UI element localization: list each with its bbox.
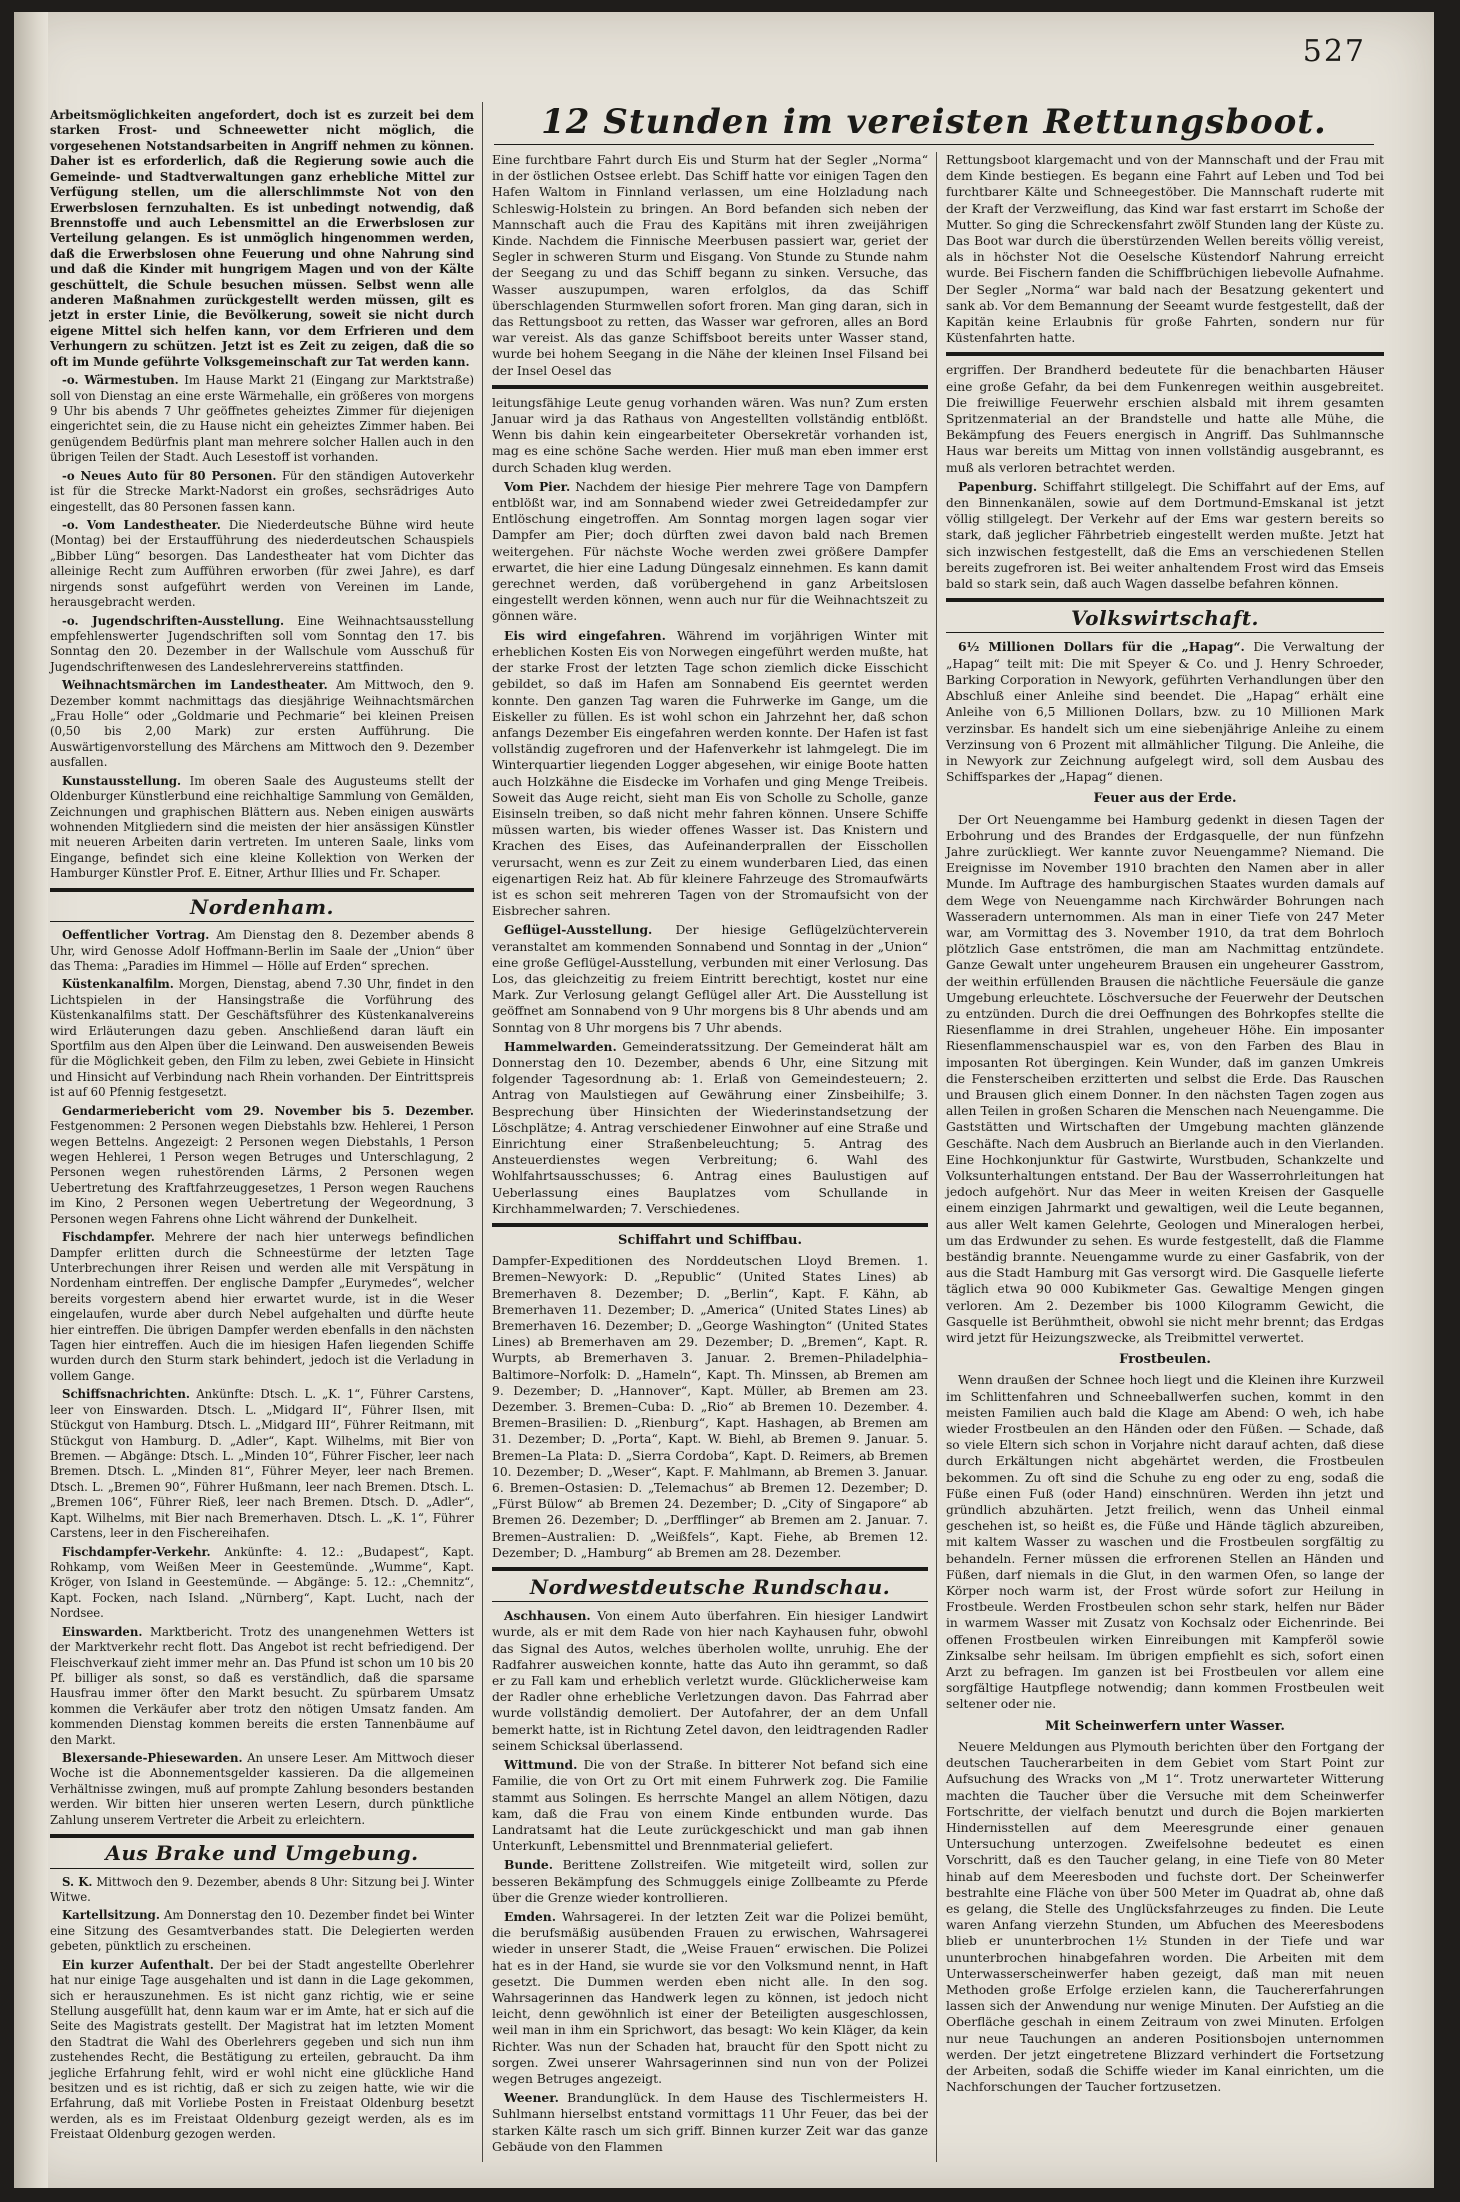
item-lead: -o Neues Auto für 80 Personen. xyxy=(62,468,277,483)
item-lead: -o. Wärmestuben. xyxy=(62,373,179,388)
regional-news-list xyxy=(492,395,928,1217)
shipping-schedule: Dampfer-Expeditionen des Norddeutschen Lloyd Bremen. 1. Bremen–Newyork: D. „Republic“ (United States Lines) ab Bremerhaven 8. Dezember; D. „Berlin“, Kapt. F. Kähn, ab Bremerhaven 11. Dezember; D. „America“ (United States Lines) ab Bremerhaven 16. Dezember; D. „George Washington“ (United States Lines) ab Bremerhaven am 29. Dezember; D. „Bremen“, Kapt. R. Wurpts, ab Bremerhaven 3. Januar. 2. Bremen–Philadelphia–Baltimore–Norfolk: D. „Hameln“, Kapt. Th. Minssen, ab Bremen am 9. Dezember; D. „Hannover“, Kapt. Müller, ab Bremen am 23. Dezember. 3. Bremen–Cuba: D. „Rio“ ab Bremen 10. Dezember. 4. Bremen–Brasilien: D. „Rienburg“, Kapt. Hashagen, ab Bremen am 31. Dezember; D. „Porta“, Kapt. W. Biehl, ab Bremen 9. Januar. 5. Bremen–La Plata: D. „Sierra Cordoba“, Kapt. D. Reimers, ab Bremen 10. Dezember; D. „Weser“, Kapt. F. Mahlmann, ab Bremen 3. Januar. 6. Bremen–Ostasien: D. „Telemachus“ ab Bremen 12. Dezember; D. „Fürst Bülow“ ab Bremen 24. Dezember; D. „City of Singapore“ ab Bremen 26. Dezember; D. „Derfflinger“ ab Bremen am 2. Januar. 7. Bremen–Australien: D. „Weißfels“, Kapt. Fiehe, ab Bremen 12. Dezember; D. „Hamburg“ ab Bremen am 28. Dezember. xyxy=(492,1254,928,1560)
item-lead: -o. Vom Landestheater. xyxy=(62,517,221,532)
news-item xyxy=(50,373,474,466)
news-item xyxy=(50,1230,474,1384)
item-lead: Weihnachtsmärchen im Landestheater. xyxy=(62,678,328,693)
item-text: Nachdem der hiesige Pier mehrere Tage von Dampfern entblößt war, ind am Sonnabend wieder zwei Getreidedampfer zur Entlöschung eingetroffen. Am Sonntag morgen lagen sogar vier Dampfer am Pier; doch dürften zwei davon bald nach Bremen weitergehen. Für nächste Woche werden zwei größere Dampfer erwartet, die hier eine Ladung Düngesalz einnehmen. Es kann damit gerechnet werden, daß vorübergehend in ganz Arbeitslosen eingestellt werden können, wenn auch nur für die Weihnachtszeit zu gönnen wäre. xyxy=(492,479,928,624)
section-rule xyxy=(492,1223,928,1227)
news-item xyxy=(50,1387,474,1541)
item-text: Ankünfte: 4. 12.: „Budapest“, Kapt. Rohkamp, vom Weißen Meer in Geestemünde. „Wumme“, Kapt. Kröger, von Island in Geestemünde. — Abgänge: 5. 12.: „Chemnitz“, Kapt. Focken, nach Island. „Nürnberg“, Kapt. Lucht, nach der Nordsee. xyxy=(50,1544,474,1621)
item-lead: Einswarden. xyxy=(62,1624,143,1639)
item-text: Festgenommen: 2 Personen wegen Diebstahls bzw. Hehlerei, 1 Person wegen Bettelns. Angezeigt: 2 Personen wegen Diebstahls, 1 Person wegen Hehlerei, 1 Person wegen Betruges und Unterschlagung, 2 Personen wegen ruhestörenden Lärms, 2 Personen wegen Uebertretung des Kraftfahrzeuggesetzes, 1 Person wegen Rauchens im Kino, 2 Personen wegen Uebertretung der Wegeordnung, 3 Personen wegen Fahrens ohne Licht während der Dunkelheit. xyxy=(50,1119,474,1226)
item-lead: Oeffentlicher Vortrag. xyxy=(62,928,210,943)
news-item xyxy=(492,1909,928,2087)
news-item xyxy=(50,469,474,515)
item-text: Eine Weihnachtsausstellung empfehlenswerter Jugendschriften soll vom Sonntag den 17. bis Sonntag den 20. Dezember in der Wallschule vom Ausschuß für Jugendschriftenwesen des Landeslehrervereins stattfinden. xyxy=(50,613,475,674)
item-text: Schiffahrt stillgelegt. Die Schiffahrt auf der Ems, auf den Binnenkanälen, sowie auf dem Dortmund-Emskanal ist jetzt völlig stillgelegt. Der Verkehr auf der Ems war gestern bereits so stark, daß jeglicher Fährbetrieb eingestellt werden mußte. Jetzt hat sich inzwischen festgestellt, daß die Ems an verschiedenen Stellen bereits zugefroren ist. Bei weiter anhaltendem Frost wird das Emseis bald so stark sein, daß auch Wagen dasselbe befahren können. xyxy=(946,479,1384,592)
item-lead: 6½ Millionen Dollars für die „Hapag“. xyxy=(958,639,1245,655)
section-title-nordenham: Nordenham. xyxy=(189,894,335,919)
article-title-feuer: Feuer aus der Erde. xyxy=(1093,791,1237,807)
article-title-frostbeulen: Frostbeulen. xyxy=(1119,1352,1211,1368)
item-lead: Kartellsitzung. xyxy=(62,1908,160,1923)
item-text: Berittene Zollstreifen. Wie mitgeteilt wird, sollen zur besseren Bekämpfung des Schmuggels einige Zollbeamte zu Pferde über die Grenze wieder kontrollieren. xyxy=(492,1858,928,1905)
news-item xyxy=(50,614,474,676)
item-lead: Eis wird eingefahren. xyxy=(504,627,666,643)
article-scheinwerfer: Neuere Meldungen aus Plymouth berichten über den Fortgang der deutschen Taucherarbeiten in dem Gebiet vom Start Point zur Aufsuchung des Wracks von „M 1“. Trotz unerwarteter Witterung machten die Taucher über die Versuche mit dem Scheinwerfer Fortschritte, der vielfach benutzt und durch die Bojen markierten Hindernisstellen auf dem Meeresgrunde einer genauen Untersuchung unterzogen. Zweifelsohne bedeutet es einen Vorschritt, daß es den Taucher gelang, in eine Tiefe von 80 Meter hinab auf dem Meeresboden und fuchste dort. Der Scheinwerfer bestrahlte eine Fläche von über 500 Meter im Quadrat ab, ohne daß es gelang, die Stelle des Unglücksfahrzeuges zu finden. Die Leute waren Anfang vierzehn Stunden, um Abfuchen des Meeresbodens blieb er ununterbrochen 1½ Stunden in der Tiefe und war ununterbrochen hinabgefahren worden. Die Arbeiten mit dem Unterwasserscheinwerfer haben gezeigt, daß man mit neuen Methoden große Erfolge erzielen kann, die Tauchererfahrungen lassen sich der Anwendung nur wenige Minuten. Der Aufstieg an die Oberfläche geschah in einem Zeitraum von zwei Minuten. Erfolgen nur neue Tauchungen an anderen Positionsbojen unternommen werden. Der jetzt eingetretene Blizzard verhindert die Fortsetzung der Arbeiten, sodaß die Schiffe wieder im Kanal einrichten, um die Nachforschungen der Taucher fortzusetzen. xyxy=(946,1739,1384,2095)
section-rule xyxy=(50,888,474,892)
news-item xyxy=(492,628,928,920)
item-lead: Geflügel-Ausstellung. xyxy=(504,922,653,938)
section-rule xyxy=(492,1567,928,1571)
section-title-shipping: Schiffahrt und Schiffbau. xyxy=(618,1233,802,1248)
item-lead: Ein kurzer Aufenthalt. xyxy=(62,1957,214,1972)
item-lead: Vom Pier. xyxy=(504,478,571,494)
news-item xyxy=(50,1908,474,1954)
section-rule xyxy=(946,632,1384,633)
news-item xyxy=(492,479,928,625)
column-2 xyxy=(492,152,928,2158)
item-lead: Papenburg. xyxy=(958,478,1038,494)
item-text: Im oberen Saale des Augusteums stellt der Oldenburger Künstlerbund eine reichhaltige Sammlung von Gemälden, Zeichnungen und graphischen Blättern aus. Neben einigen auswärts wohnenden Mitgliedern sind die meisten der hier ansässigen Künstler mit neueren Arbeiten darin vertreten. Im unteren Saale, links vom Eingange, befindet sich eine kleine Kollektion von Werken der Hamburger Künstler Prof. E. Eitner, Arthur Illies und Fr. Schaper. xyxy=(50,773,474,881)
headline: 12 Stunden im vereisten Rettungsboot. xyxy=(541,102,1327,142)
section-rule xyxy=(50,921,474,922)
article-feuer: Der Ort Neuengamme bei Hamburg gedenkt in diesen Tagen der Erbohrung und des Brandes der Erdgasquelle, der nun fünfzehn Jahre zurückliegt. Wer kannte zuvor Neuengamme? Niemand. Die Ereignisse im November 1910 brachten den Namen aber in aller Munde. Im Auftrage des hamburgischen Staates wurden damals auf dem Wege von Neuengamme nach Kirchwärder Bohrungen nach Wasseradern unternommen. Als man in einer Tiefe von 247 Meter war, am Vormittag des 3. November 1910, da trat dem Bohrloch plötzlich Gase entströmen, die man am Nachmittag entzündete. Ganze Gewalt unter ungeheurem Brausen ein ungeheurer Gasstrom, der weithin erfüllenden Brausen die nächtliche Feuersäule die ganze Umgebung erleuchtete. Löschversuche der Feuerwehr der Deutschen zu entzünden. Durch die drei Oeffnungen des Bohrkopfes stellte die Riesenflamme in drei Strahlen, ungeheuer Höhe. Ein imposanter Riesenflammenschauspiel war es, von den Farben des Blau in imposanten Rot übergingen. Kein Wunder, daß im ganzen Umkreis die Fensterscheiben erzitterten und selbst die Erde. Das Rauschen und Brausen glich einem Donner. In den nächsten Tagen zogen aus allen Teilen in großen Scharen die Menschen nach Neuengamme. Die Gaststätten und Wirtschaften der Umgebung machten glänzende Geschäfte. Nach dem Ausbruch an Bierlande auch in den Vierlanden. Eine Hochkonjunktur für Gastwirte, Wurstbuden, Schankzelte und Volksunterhaltungen entstand. Der Bau der Wasserrohrleitungen hat jedoch aufgehört. Nur das Meer in weiten Kreisen der Gasquelle einem einzigen Jahrmarkt und gewaltigen, weil die Leute begannen, aus aller Welt kamen Gelehrte, Geologen und Mineralogen herbei, um das Erdwunder zu sehen. Es wurde festgestellt, daß die Flamme beständig brannte. Neuengamme wurde zu einer Gasfabrik, von der aus die Stadt Hamburg mit Gas versorgt wird. Die Gasquelle lieferte täglich etwa 90 000 Kubikmeter Gas. Gewaltige Mengen gingen verloren. Am 2. Dezember bis 1000 Kilogramm Gewicht, die Gasquelle ist Berühmtheit, obwohl sie nicht mehr brennt; das Erdgas wird jetzt für Heizungszwecke, als Treibmittel verwertet. xyxy=(946,812,1384,1346)
item-lead: Schiffsnachrichten. xyxy=(62,1387,190,1402)
item-text: Am Mittwoch, den 9. Dezember kommt nachmittags das diesjährige Weihnachtsmärchen „Frau Holle“ oder „Goldmarie und Pechmarie“ bei kleinen Preisen (0,50 bis 2,00 Mark) zur ersten Aufführung. Die Auswärtigenvorstellung des Märchens am Mittwoch den 9. Dezember ausfallen. xyxy=(50,678,475,770)
column-divider xyxy=(482,102,483,2162)
item-lead: -o. Jugendschriften-Ausstellung. xyxy=(62,613,285,628)
nw-news-list xyxy=(492,1608,928,2155)
article-title-scheinwerfer: Mit Scheinwerfern unter Wasser. xyxy=(1045,1718,1285,1734)
news-item xyxy=(50,1104,474,1227)
page-fold-shadow xyxy=(14,12,48,2188)
news-item xyxy=(50,1751,474,1828)
news-item xyxy=(492,1608,928,1754)
page-number: 527 xyxy=(1302,34,1366,69)
rescue-boat-story-end: Rettungsboot klargemacht und von der Mannschaft und der Frau mit dem Kinde bestiegen. Es begann eine Fahrt auf Leben und Tod bei furchtbarer Kälte und Schneegestöber. Die Mannschaft ruderte mit der Kraft der Verzweiflung, das Kind war fast erstarrt im Schoße der Mutter. So ging die Schreckensfahrt zwölf Stunden lang der Küste zu. Das Boot war durch die überstürzenden Wellen bereits völlig vereist, als in höchster Not die Oeselsche Küstendorf Nahrung erreicht wurde. Bei Fischern fanden die Schiffbrüchigen liebevolle Aufnahme. Der Segler „Norma“ war bald nach der Besatzung gekentert und sank ab. Vor dem Bemannung der Seeamt wurde festgestellt, daß der Kapitän keine Erlaubnis für große Fahrten, sondern nur für Küstenfahrten hatte. xyxy=(946,153,1384,346)
news-item xyxy=(50,1875,474,1906)
item-text: Mittwoch den 9. Dezember, abends 8 Uhr: Sitzung bei J. Winter Witwe. xyxy=(50,1874,475,1904)
news-item xyxy=(50,1958,474,2143)
local-news-list xyxy=(50,373,474,882)
news-item xyxy=(50,678,474,771)
news-item xyxy=(50,1625,474,1748)
news-item xyxy=(50,928,474,974)
section-rule xyxy=(946,352,1384,356)
section-rule xyxy=(946,598,1384,602)
newspaper-page xyxy=(14,12,1434,2188)
section-title-brake: Aus Brake und Umgebung. xyxy=(105,1841,419,1866)
rescue-boat-story: Eine furchtbare Fahrt durch Eis und Sturm hat der Segler „Norma“ in der östlichen Ostsee erlebt. Das Schiff hatte vor einigen Tagen den Hafen Waltom in Finnland verlassen, um eine Holzladung nach Schleswig-Holstein zu bringen. An Bord befanden sich neben der Mannschaft auch die Frau des Kapitäns mit ihren zweijährigen Kinde. Nachdem die Finnische Meerbusen passiert war, geriet der Segler in schweren Sturm und Eisgang. Von Stunde zu Stunde nahm der Seegang zu und das Schiff begann zu sinken. Versuche, das Wasser auszupumpen, waren erfolglos, da das Schiff überschlagenden Sturmwellen sofort froren. Man ging daran, sich in das Rettungsboot zu retten, das Wasser war gefroren, alles an Bord war vereist. Als das ganze Schiffsboot bereits unter Wasser stand, wurde bei hohem Seegang in die Nähe der kleinen Insel Filsand bei der Insel Oesel das xyxy=(492,153,928,378)
section-rule xyxy=(50,1868,474,1869)
item-lead: Kunstausstellung. xyxy=(62,773,182,788)
item-text: Am Donnerstag den 10. Dezember findet bei Winter eine Sitzung des Gesamtverbandes statt. Die Delegierten werden gebeten, pünktlich zu erscheinen. xyxy=(50,1908,475,1954)
news-item xyxy=(492,2090,928,2155)
item-lead: S. K. xyxy=(62,1874,93,1889)
item-text: Marktbericht. Trotz des unangenehmen Wetters ist der Marktverkehr recht flott. Das Angebot ist recht befriedigend. Der Fleischverkauf zieht immer mehr an. Das Pfund ist schon um 10 bis 20 Pf. billiger als sonst, so daß es verständlich, daß die sparsame Hausfrau immer öfter den Markt besucht. Zu spürbarem Umsatz kommen die Verkäufer aber trotz den nötigen Umsatz fanden. Am kommenden Dienstag kommen bereits die ersten Tannenbäume auf den Markt. xyxy=(50,1624,474,1747)
item-lead: Emden. xyxy=(504,1908,557,1924)
item-lead: Aschhausen. xyxy=(504,1608,591,1624)
item-text: Der bei der Stadt angestellte Oberlehrer hat nur einige Tage ausgehalten und ist dann in die Lage gekommen, sich er herauszunehmen. Es ist nicht ganz richtig, wie er seine Stellung ausgefüllt hat, denn kaum war er im Amte, hat er sich auf die Seite des Magistrats gestellt. Der Magistrat hat im letzten Moment den Stadtrat die Wahl des Oberlehrers gegeben und sich nun ihm zustehendes Recht, die Bestätigung zu erteilen, gebraucht. Da ihm jegliche Erfahrung fehlt, wird er wohl nicht eine glückliche Hand besitzen und es ist richtig, daß er sich zu zeigen hatte, wie wir die Erfahrung, daß mit Vorliebe Posten in Freistaat Oldenburg besetzt werden, als es im Freistaat Oldenburg gezeigt werden, als es im Freistaat Oldenburg gezogen werden. xyxy=(50,1957,475,2142)
section-rule xyxy=(492,1601,928,1602)
article-frostbeulen: Wenn draußen der Schnee hoch liegt und die Kleinen ihre Kurzweil im Schlittenfahren und Schneeballwerfen suchen, kommt in den meisten Familien auch bald die Klage am Abend: O weh, ich habe wieder Frostbeulen an den Händen oder den Füßen. — Schade, daß so viele Eltern sich schon in Vorjahre nicht darauf achten, daß diese durch Erkältungen nicht abgehärtet werden, die Frostbeulen bekommen. Zu oft sind die Schuhe zu eng oder zu eng, sodaß die Füße einen Fuß (oder Hand) einschnüren. Werden ihn jetzt und gründlich abzuhärten. Jetzt freilich, wenn das Unheil einmal geschehen ist, so heißt es, die Füße und Hände täglich abzureiben, mit kaltem Wasser zu waschen und die Frostbeulen sorgfältig zu behandeln. Ferner müssen die erfrorenen Stellen an Händen und Füßen, darf niemals in die Glut, in den warmen Ofen, so lange der Körper noch warm ist, der Frost würde sofort zur Heilung in Frostbeule. Werden Frostbeulen schon sehr stark, helfen nur Bäder in warmem Wasser mit Zusatz von Kochsalz oder Eichenrinde. Bei offenen Frostbeulen wirken Einreibungen mit Kampferöl sowie Zinksalbe sehr heilsam. Im übrigen empfiehlt es sich, sofort einen Arzt zu befragen. Im ganzen ist bei Frostbeulen vor allem eine sorgfältige Hautpflege notwendig; dann kommen Frostbeulen weit seltener oder nie. xyxy=(946,1373,1384,1712)
headline-rule xyxy=(494,144,1374,145)
item-text: Von einem Auto überfahren. Ein hiesiger Landwirt wurde, als er mit dem Rade von hier nach Kayhausen fuhr, obwohl das Signal des Autos, welches überholen wollte, unruhig. Ehe der Radfahrer ausweichen konnte, hatte das Auto ihn gerammt, so daß er zu Fall kam und erheblich verletzt wurde. Glücklicherweise kam der Radler ohne erhebliche Verletzungen davon. Das Fahrrad aber wurde vollständig demoliert. Der Autofahrer, der an dem Unfall bemerkt hatte, ist in Richtung Zetel davon, den leidtragenden Radler seinem Schicksal überlassend. xyxy=(492,1609,928,1753)
news-item xyxy=(50,1545,474,1622)
section-title-nordwestdeutsche-rundschau: Nordwestdeutsche Rundschau. xyxy=(529,1575,891,1600)
item-text: Morgen, Dienstag, abend 7.30 Uhr, findet in den Lichtspielen in der Hansingstraße die Vorführung des Küstenkanalfilms statt. Der Geschäftsführer des Küstenkanalvereins wird Erläuterungen dazu geben. Anschließend daran läuft ein Sportfilm aus den Alpen über die Leinwand. Den ausweisenden Beweis für die Möglichkeit geben, den Film zu leben, zwei Gebiete in Hinsicht und Hinsicht auf Verbindung nach Rhein vorhanden. Der Eintrittspreis ist auf 60 Pfennig festgesetzt. xyxy=(50,977,474,1100)
item-text: Der hiesige Geflügelzüchterverein veranstaltet am kommenden Sonnabend und Sonntag in der „Union“ eine große Geflügel-Ausstellung, verbunden mit einer Verlosung. Das Los, das gleichzeitig zu freiem Eintritt berechtigt, kostet nur eine Mark. Zur Verlosung gelangt Geflügel aller Art. Die Ausstellung ist geöffnet am Sonnabend von 9 Uhr morgens bis 8 Uhr abends und am Sonntag von 8 Uhr morgens bis 7 Uhr abends. xyxy=(492,923,928,1035)
item-text: Für den ständigen Autoverkehr ist für die Strecke Markt-Nadorst ein großes, sechsrädriges Auto eingestellt, das 80 Personen fassen kann. xyxy=(50,468,474,514)
item-lead: Fischdampfer-Verkehr. xyxy=(62,1544,211,1559)
item-text: An unsere Leser. Am Mittwoch dieser Woche ist die Abonnementsgelder kassieren. Da die allgemeinen Verhältnisse zwingen, muß auf prompte Zahlung besonders bestanden werden. Wir bitten hier unseren werten Lesern, durch pünktliche Zahlung unserem Vertreter die Arbeit zu erleichtern. xyxy=(50,1751,474,1827)
item-text: Im Hause Markt 21 (Eingang zur Marktstraße) soll von Dienstag an eine erste Wärmehalle, ein größeres von morgens 9 Uhr bis abends 7 Uhr geöffnetes geheiztes Zimmer für diejenigen eingerichtet sein, die zu Hause nicht ein geheiztes Zimmer haben. Bei genügendem Bedürfnis plant man mehrere solcher Hallen auch in den übrigen Teilen der Stadt. Auch Lesestoff ist vorhanden. xyxy=(50,373,475,465)
item-text: Am Dienstag den 8. Dezember abends 8 Uhr, wird Genosse Adolf Hoffmann-Berlin im Saale der „Union“ über das Thema: „Paradies im Himmel — Hölle auf Erden“ sprechen. xyxy=(50,928,475,973)
item-text: Die Verwaltung der „Hapag“ teilt mit: Die mit Speyer & Co. und J. Henry Schroeder, Barking Corporation in Newyork, geführten Verhandlungen über den Abschluß einer Anleihe sind beendet. Die „Hapag“ erhält eine Anleihe von 6,5 Millionen Dollars, bzw. zu 10 Millionen Mark verzinsbar. Es handelt sich um eine siebenjährige Anleihe zu einem Verzinsung von 6 Prozent mit allmählicher Tilgung. Die Anleihe, die in Newyork zur Zeichnung aufgelegt wird, soll dem Ausbau des Schiffsparkes der „Hapag“ dienen. xyxy=(946,640,1384,785)
item-lead: Küstenkanalfilm. xyxy=(62,977,174,992)
item-lead: Wittmund. xyxy=(504,1757,578,1773)
item-text: Die von der Straße. In bitterer Not befand sich eine Familie, die von Ort zu Ort mit einem Fuhrwerk zog. Die Familie stammt aus Solingen. Es herrschte Mangel an allem Nötigen, dazu kam, daß die Frau von einem Kinde entbunden wurde. Das Landratsamt hat die Leute zurückgeschickt und man gab ihnen Unterkunft, Lebensmittel und Brennmaterial geliefert. xyxy=(492,1758,928,1854)
item-text: Wahrsagerei. In der letzten Zeit war die Polizei bemüht, die berufsmäßig ausübenden Frauen zu erwischen, Wahrsagerei wieder in unserer Stadt, die „Weise Frauen“ erwischen. Die Polizei hat es in der Hand, sie wurde sie vor den Volksmund nennt, in Haft gesetzt. Die Dummen werden eben nicht alle. In den sog. Wahrsagerinnen das Handwerk legen zu können, ist jedoch nicht leicht, denn gewöhnlich ist einer der Beteiligten ausgeschlossen, weil man in ihm ein Sprichwort, das besagt: Wo kein Kläger, da kein Richter. Was nun der Schaden hat, braucht für den Spott nicht zu sorgen. Zwei unserer Wahrsagerinnen sind nun von der Polizei wegen Betruges angezeigt. xyxy=(492,1909,928,2086)
papenburg-item xyxy=(946,479,1384,592)
item-text: Ankünfte: Dtsch. L. „K. 1“, Führer Carstens, leer von Einswarden. Dtsch. L. „Midgard II“, Führer Ilsen, mit Stückgut von Hamburg. Dtsch. L. „Midgard III“, Führer Reitmann, mit Stückgut von Hamburg. D. „Adler“, Kapt. Wilhelms, mit Bier von Bremen. — Abgänge: Dtsch. L. „Minden 10“, Führer Fischer, leer nach Bremen. Dtsch. L. „Minden 81“, Führer Meyer, leer nach Bremen. Dtsch. L. „Bremen 90“, Führer Hußmann, leer nach Bremen. Dtsch. L. „Bremen 106“, Führer Rieß, leer nach Bremen. Dtsch. D. „Adler“, Kapt. Wilhelms, mit Bier nach Bremerhaven. Dtsch. L. „K. 1“, Führer Carstens, leer in den Fischereihafen. xyxy=(50,1387,474,1541)
item-text: leitungsfähige Leute genug vorhanden wären. Was nun? Zum ersten Januar wird ja das Rathaus von Angestellten vollständig entblößt. Wenn bis dahin kein eingearbeiteter Obersekretär vorhanden ist, mag es eine schöne Sache werden. Hier muß man eben immer erst durch Schaden klug werden. xyxy=(492,395,928,475)
item-lead: Fischdampfer. xyxy=(62,1230,155,1245)
section-rule xyxy=(50,1834,474,1838)
column-1 xyxy=(50,108,474,2146)
news-item xyxy=(492,1857,928,1906)
item-text: Während im vorjährigen Winter mit erheblichen Kosten Eis von Norwegen eingeführt werden mußte, hat der starke Frost der letzten Tage schon ziemlich dicke Eisschicht gebildet, so daß im Hafen am Sonnabend Eis geerntet werden konnte. Den ganzen Tag waren die Fuhrwerke im Gange, um die Eiskeller zu füllen. Es ist wohl schon ein Jahrzehnt her, daß schon anfangs Dezember Eis eingefahren werden konnte. Der Hafen ist fast vollständig zugefroren und der Hafenverkehr ist lahmgelegt. Die im Winterquartier liegenden Logger abgesehen, wir einige Boote hatten auch Holzkähne die Eisdecke im Vorhafen und ging Menge Treibeis. Soweit das Auge reicht, sieht man Eis von Scholle zu Scholle, ganze Eisinseln treiben, so daß nicht mehr fahren können. Unsere Schiffe müssen warten, bis wieder offenes Wasser ist. Das Knistern und Krachen des Eises, das Aufeinanderprallen der Eisschollen verursacht, wenn es zur Zeit zu einem wunderbaren Lied, das einen eigenartigen Reiz hat. Ab für kleinere Fahrzeuge des Stromaufwärts ist es schon seit mehreren Tagen von der Stromaufsicht von der Eisbrecher sahren. xyxy=(492,628,928,919)
section-rule xyxy=(492,385,928,389)
weener-fire-continued: ergriffen. Der Brandherd bedeutete für die benachbarten Häuser eine große Gefahr, da bei dem Funkenregen weithin ausgebreitet. Die freiwillige Feuerwehr erschien alsbald mit ihrem gesamten Spritzenmaterial an der Brandstelle und hatte alle Mühe, die Bekämpfung des Feuers energisch in Angriff. Das Suhlmannsche Haus war bereits um Mittag von innen vollständig ausgebrannt, es muß als verloren betrachtet werden. xyxy=(946,363,1384,475)
news-item xyxy=(50,774,474,882)
item-text: Gemeinderatssitzung. Der Gemeinderat hält am Donnerstag den 10. Dezember, abends 6 Uhr, eine Sitzung mit folgender Tagesordnung ab: 1. Erlaß von Gemeindesteuern; 2. Antrag von Maulstiegen auf Gewährung einer Zinsbeihilfe; 3. Besprechung über Hinsichten der Wiederinstandsetzung der Löschplätze; 4. Antrag verschiedener Einwohner auf eine Straße und Einrichtung einer Straßenbeleuchtung; 5. Antrag des Ansteuerdienstes wegen Verbreitung; 6. Wahl des Wohlfahrtsausschusses; 6. Antrag eines Baulustigen auf Ueberlassung eines Bauplatzes vom Schullande in Kirchhammelwarden; 7. Verschiedenes. xyxy=(492,1039,928,1216)
column-divider xyxy=(936,152,937,2162)
nordenham-news-list xyxy=(50,928,474,1828)
news-item xyxy=(492,1757,928,1854)
hapag-item xyxy=(946,639,1384,785)
item-lead: Bunde. xyxy=(504,1857,553,1873)
item-lead: Gendarmeriebericht vom 29. November bis 5. Dezember. xyxy=(62,1103,474,1118)
section-title-volkswirtschaft: Volkswirtschaft. xyxy=(1070,606,1260,631)
column-3 xyxy=(946,152,1384,2098)
item-lead: Weener. xyxy=(504,2090,559,2106)
item-text: Mehrere der nach hier unterwegs befindlichen Dampfer erlitten durch die Schneestürme der letzten Tage Unterbrechungen ihrer Reisen und werden alle mit Verspätung in Nordenham eintreffen. Der englische Dampfer „Eurymedes“, welcher bereits vorgestern abend hier erwartet wurde, ist in die Weser eingelaufen, wurde aber durch Nebel aufgehalten und dürfte heute hier eintreffen. Die übrigen Dampfer werden ebenfalls in den nächsten Tagen hier eintreffen. Auch die im hiesigen Hafen liegenden Schiffe wurden durch den Sturm stark behindert, jedoch ist die Verladung in vollem Gange. xyxy=(50,1230,475,1383)
news-item xyxy=(492,1039,928,1217)
lead-article-text: Arbeitsmöglichkeiten angefordert, doch ist es zurzeit bei dem starken Frost- und Schneewetter nicht möglich, die vorgesehenen Notstandsarbeiten in Angriff nehmen zu können. Daher ist es erforderlich, daß die Regierung sowie auch die Gemeinde- und Stadtverwaltungen ganz erhebliche Mittel zur Verfügung stellen, um die allerschlimmste Not von den Erwerbslosen fernzuhalten. Es ist unbedingt notwendig, daß Brennstoffe und auch Lebensmittel an die Erwerbslosen zur Verteilung gelangen. Es ist unmöglich hingenommen werden, daß die Erwerbslosen ohne Feuerung und ohne Nahrung sind und daß die Kinder mit hungrigem Magen und von der Kälte geschüttelt, die Schule besuchen müssen. Selbst wenn alle anderen Maßnahmen zurückgestellt werden müssen, gilt es jetzt in erster Linie, die Bevölkerung, soweit sie nicht durch eigene Mittel sich helfen kann, vor dem Erfrieren und dem Verhungern zu schützen. Jetzt ist es Zeit zu zeigen, daß die so oft im Munde geführte Volksgemeinschaft zur Tat werden kann. xyxy=(50,108,474,369)
brake-news-list xyxy=(50,1875,474,2143)
item-lead: Hammelwarden. xyxy=(504,1038,617,1054)
news-item xyxy=(492,395,928,476)
item-text: Brandunglück. In dem Hause des Tischlermeisters H. Suhlmann hierselbst entstand vormittags 11 Uhr Feuer, das bei der starken Kälte rasch um sich griff. Binnen kurzer Zeit war das ganze Gebäude von den Flammen xyxy=(492,2091,928,2154)
news-item xyxy=(492,922,928,1035)
item-text: Die Niederdeutsche Bühne wird heute (Montag) bei der Erstaufführung des niederdeutschen Schauspiels „Bibber Lüng“ besorgen. Das Landestheater hat vom Dichter das alleinige Recht zum Aufführen erworben (für zwei Jahre), es darf nirgends sonst aufgeführt werden von Vereinen im Lande, herausgebracht werden. xyxy=(50,517,475,610)
news-item xyxy=(50,977,474,1100)
news-item xyxy=(50,518,474,611)
item-lead: Blexersande-Phiesewarden. xyxy=(62,1751,243,1766)
